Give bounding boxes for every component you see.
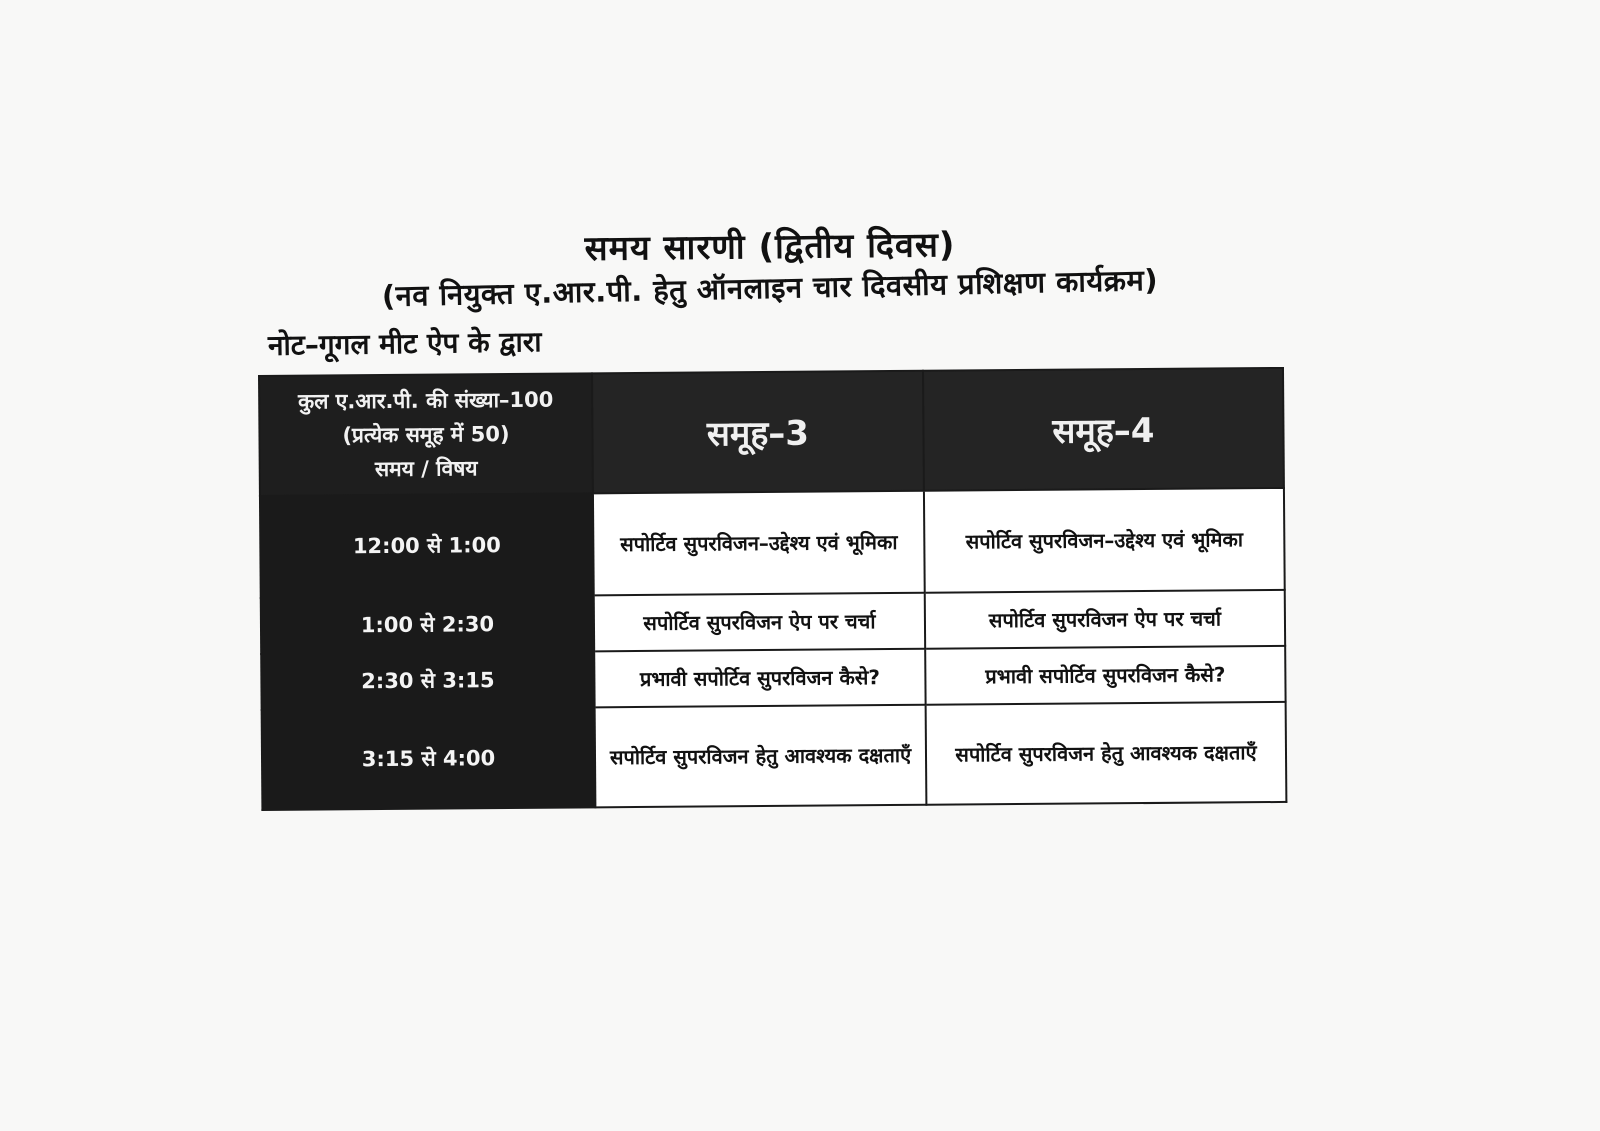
group-4-header: समूह–4 [923, 368, 1284, 491]
time-slot-cell: 2:30 से 3:15 [261, 651, 594, 710]
table-row [261, 646, 1285, 710]
group-4-topic-cell: सपोर्टिव सुपरविजन ऐप पर चर्चा [925, 590, 1285, 649]
page-subtitle: (नव नियुक्त ए.आर.पी. हेतु ऑनलाइन चार दिवसीय प्रशिक्षण कार्यक्रम) [381, 262, 1159, 314]
note-text: नोट–गूगल मीट ऐप के द्वारा [267, 325, 542, 362]
total-arp-count-label: कुल ए.आर.पी. की संख्या–100 [297, 387, 554, 414]
corner-header-cell [259, 373, 593, 496]
time-slot-cell: 12:00 से 1:00 [260, 493, 594, 598]
time-subject-label: समय / विषय [374, 456, 478, 482]
group-3-topic-cell: सपोर्टिव सुपरविजन–उद्देश्य एवं भूमिका [593, 491, 925, 596]
group-4-topic-cell: सपोर्टिव सुपरविजन हेतु आवश्यक दक्षताएँ [926, 702, 1287, 805]
page-title: समय सारणी (द्वितीय दिवस) [584, 225, 956, 269]
schedule-table [258, 367, 1287, 811]
table-row [262, 702, 1287, 810]
group-3-topic-cell: सपोर्टिव सुपरविजन हेतु आवश्यक दक्षताएँ [595, 705, 927, 808]
time-slot-cell: 3:15 से 4:00 [262, 707, 596, 810]
table-row [261, 590, 1285, 654]
table-header-row [259, 368, 1284, 496]
per-group-count-label: (प्रत्येक समूह में 50) [342, 422, 510, 448]
group-3-topic-cell: प्रभावी सपोर्टिव सुपरविजन कैसे? [594, 649, 925, 708]
time-slot-cell: 1:00 से 2:30 [261, 595, 594, 654]
table-row [260, 488, 1285, 598]
group-3-header: समूह–3 [592, 371, 924, 494]
group-4-topic-cell: सपोर्टिव सुपरविजन–उद्देश्य एवं भूमिका [924, 488, 1285, 593]
group-4-topic-cell: प्रभावी सपोर्टिव सुपरविजन कैसे? [925, 646, 1285, 705]
group-3-topic-cell: सपोर्टिव सुपरविजन ऐप पर चर्चा [594, 593, 925, 652]
